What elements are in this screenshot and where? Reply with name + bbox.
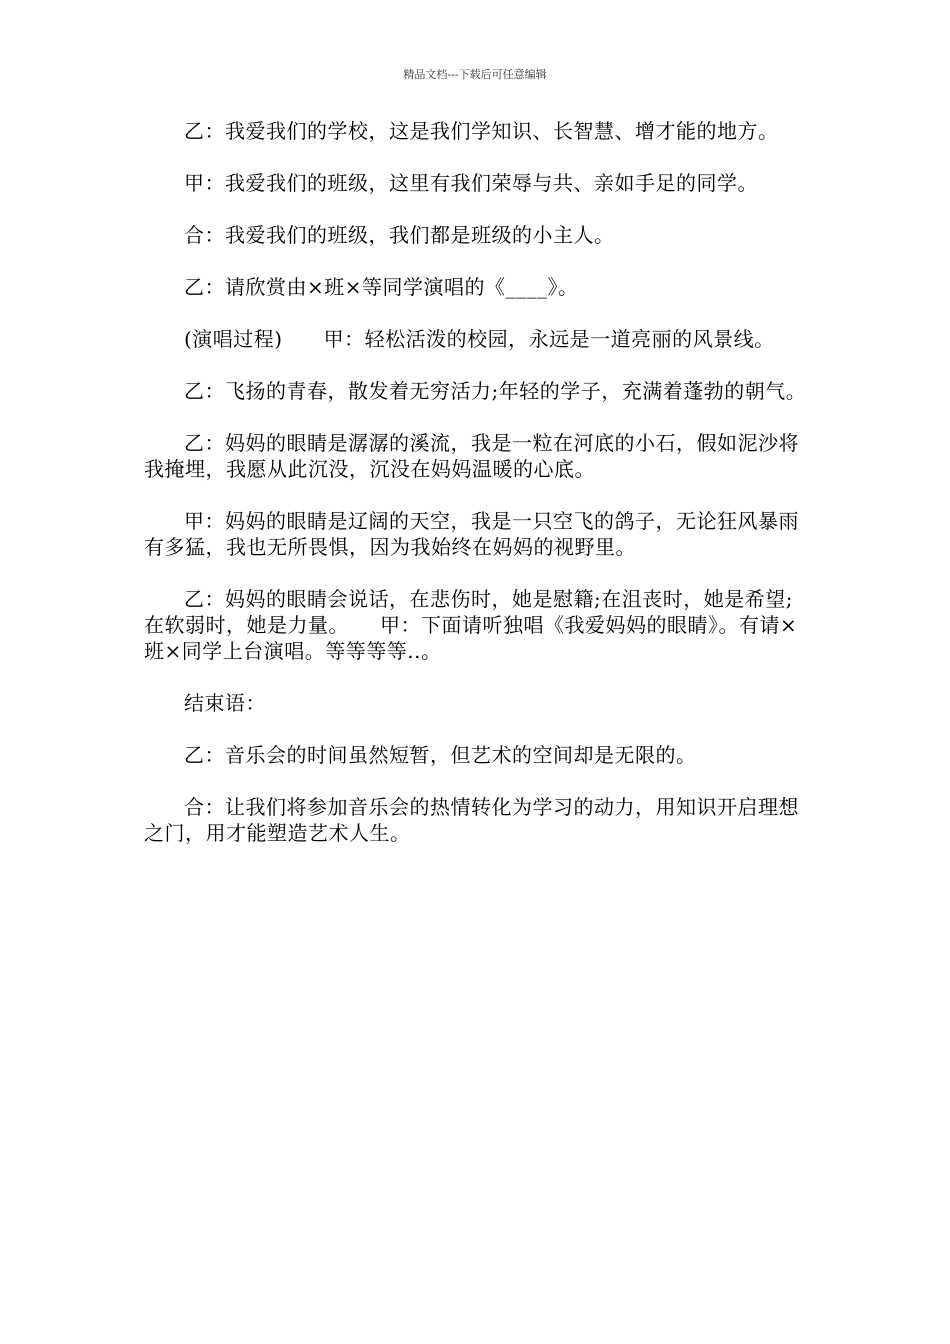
paragraph-3: 合：我爱我们的班级，我们都是班级的小主人。 [184, 223, 615, 247]
paragraph-5: (演唱过程) 甲：轻松活泼的校园，永远是一道亮丽的风景线。 [184, 327, 775, 351]
paragraph-2: 甲：我爱我们的班级，这里有我们荣辱与共、亲如手足的同学。 [184, 171, 758, 195]
paragraph-9: 乙：妈妈的眼睛会说话，在悲伤时，她是慰籍;在沮丧时，她是希望;在软弱时，她是力量。 甲：下面请听独唱《我爱妈妈的眼睛》。有请×班×同学上台演唱。等等等等..。 [144, 587, 798, 663]
paragraph-11: 乙：音乐会的时间虽然短暂，但艺术的空间却是无限的。 [184, 743, 697, 767]
paragraph-12: 合：让我们将参加音乐会的热情转化为学习的动力，用知识开启理想之门，用才能塑造艺术人生。 [144, 795, 799, 845]
document-body [144, 118, 812, 872]
paragraph-closing-heading: 结束语： [184, 691, 266, 715]
paragraph-6: 乙：飞扬的青春，散发着无穷活力;年轻的学子，充满着蓬勃的朝气。 [184, 379, 807, 403]
paragraph-4: 乙：请欣赏由×班×等同学演唱的《____》。 [184, 275, 579, 299]
paragraph-1: 乙：我爱我们的学校，这是我们学知识、长智慧、增才能的地方。 [184, 119, 779, 143]
paragraph-8: 甲：妈妈的眼睛是辽阔的天空，我是一只空飞的鸽子，无论狂风暴雨有多猛，我也无所畏惧，因为我始终在妈妈的视野里。 [144, 509, 799, 559]
page-header: 精品文档---下载后可任意编辑 [403, 68, 547, 81]
paragraph-7: 乙：妈妈的眼睛是潺潺的溪流，我是一粒在河底的小石，假如泥沙将我掩埋，我愿从此沉没，沉没在妈妈温暖的心底。 [144, 431, 799, 481]
